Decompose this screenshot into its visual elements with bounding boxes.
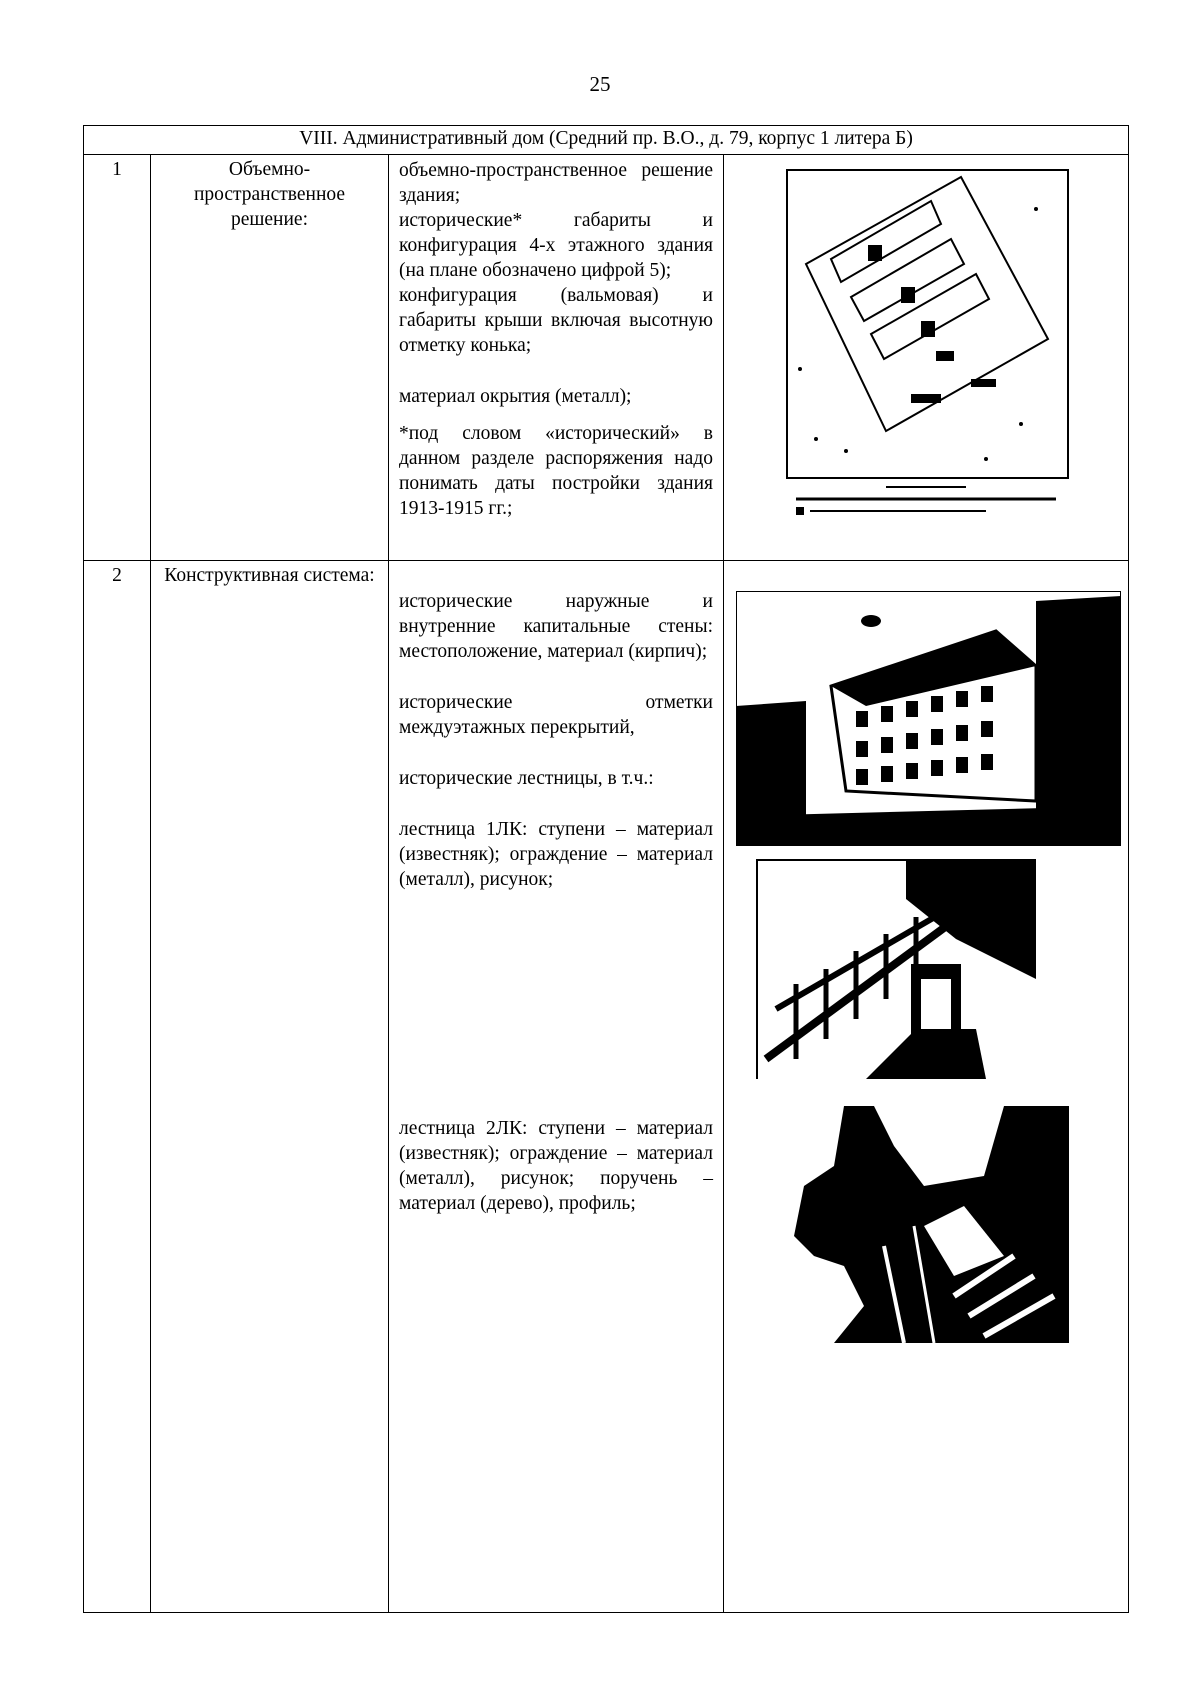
section-header-row	[84, 126, 1129, 155]
staircase-2lk-image	[754, 1106, 1069, 1343]
description-line: *под словом «исторический» в данном разделе распоряжения надо понимать даты постройки здания 1913-1915 гг.;	[399, 423, 713, 519]
protection-subjects-table	[83, 125, 1129, 1613]
description-line: исторические наружные и внутренние капитальные стены: местоположение, материал (кирпич);	[399, 591, 713, 662]
row-figures	[724, 155, 1129, 561]
table-row	[84, 155, 1129, 561]
section-title: VIII. Административный дом (Средний пр. В.О., д. 79, корпус 1 литера Б)	[84, 126, 1129, 155]
row-name: Объемно-пространственное решение:	[151, 155, 389, 561]
table-row	[84, 561, 1129, 1613]
description-line: объемно-пространственное решение здания;	[399, 160, 713, 206]
facade-photo	[736, 591, 1121, 846]
description-line: конфигурация (вальмовая) и габариты крыши включая высотную отметку конька;	[399, 285, 713, 356]
site-plan-figure	[786, 169, 1069, 519]
description-line: лестница 1ЛК: ступени – материал (известняк); ограждение – материал (металл), рисунок;	[399, 819, 713, 890]
building-photo	[736, 591, 1121, 846]
staircase-1lk-photo	[756, 859, 1036, 1079]
staircase-1lk-image	[756, 859, 1036, 1079]
row-number: 1	[84, 155, 151, 561]
description-line: исторические отметки междуэтажных перекрытий,	[399, 692, 713, 738]
site-plan-map	[786, 169, 1069, 519]
description-line: материал окрытия (металл);	[399, 386, 632, 407]
staircase-2lk-photo	[754, 1106, 1069, 1343]
page-number: 25	[589, 72, 611, 96]
description-line: исторические лестницы, в т.ч.:	[399, 768, 654, 789]
row-description	[389, 561, 724, 1613]
description-line: исторические* габариты и конфигурация 4-х этажного здания (на плане обозначено цифрой 5);	[399, 210, 713, 281]
row-number: 2	[84, 561, 151, 1613]
row-name: Конструктивная система:	[151, 561, 389, 1613]
row-description	[389, 155, 724, 561]
row-figures	[724, 561, 1129, 1613]
description-line: лестница 2ЛК: ступени – материал (известняк); ограждение – материал (металл), рисунок; поручень – материал (дерево), профиль;	[399, 1118, 713, 1214]
